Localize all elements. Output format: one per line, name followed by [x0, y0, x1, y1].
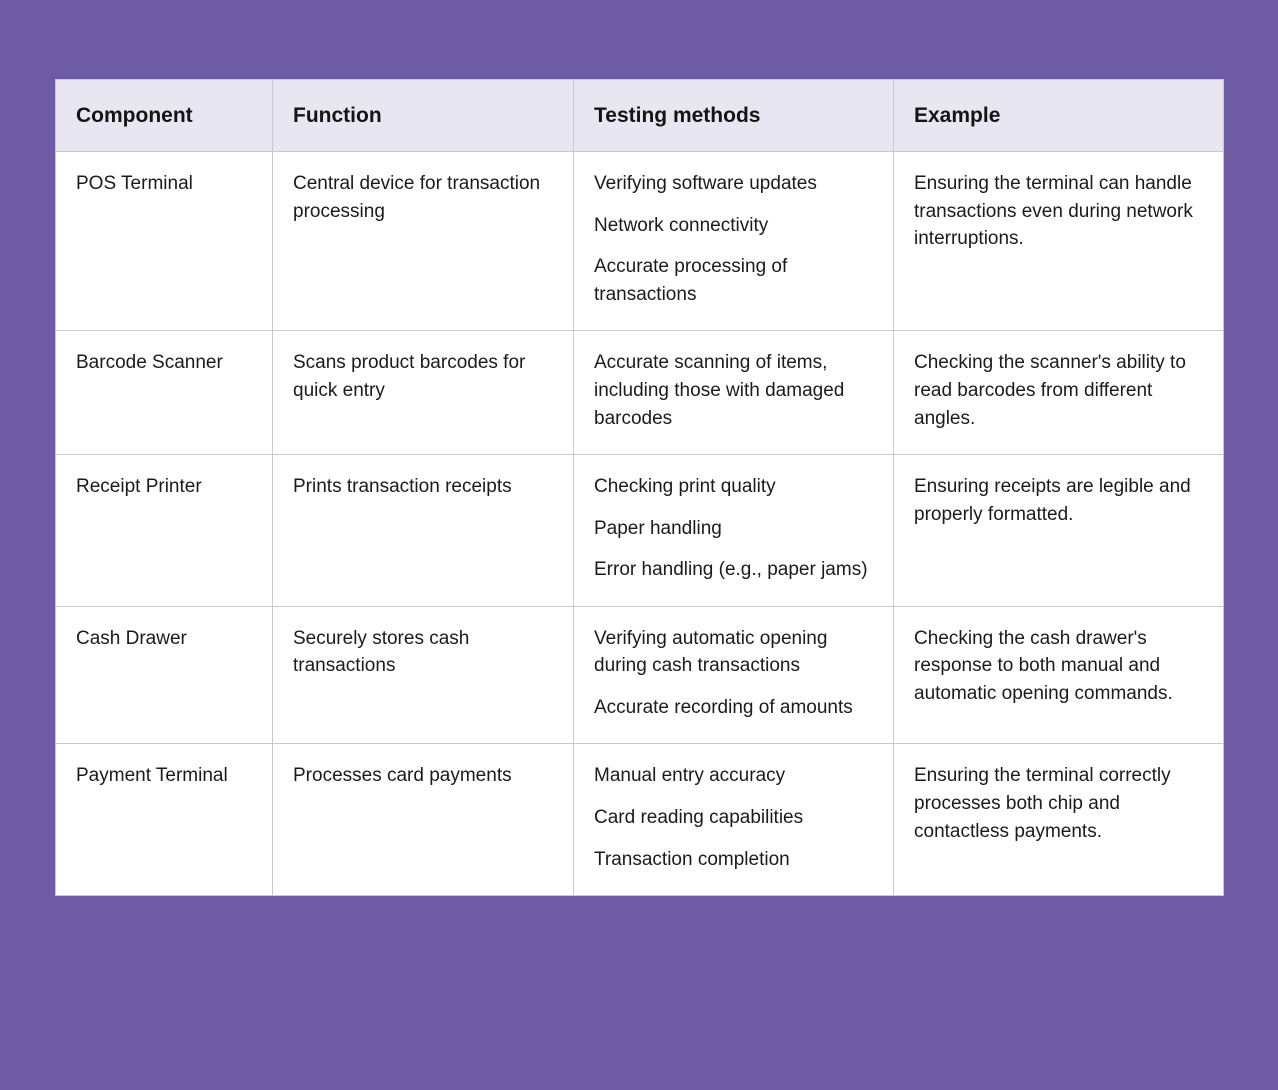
cell-text: Checking print quality — [594, 476, 776, 498]
column-header-testing-methods: Testing methods — [574, 80, 894, 152]
cell-function — [273, 331, 574, 455]
cell-example — [894, 744, 1224, 896]
cell-text: Cash Drawer — [76, 627, 187, 649]
table-body — [56, 152, 1224, 896]
cell-text: Accurate scanning of items, including those with damaged barcodes — [594, 352, 845, 429]
cell-text: Paper handling — [594, 517, 722, 539]
table-header-row — [56, 80, 1224, 152]
table-container — [55, 79, 1223, 896]
cell-testing-methods — [574, 331, 894, 455]
column-header-function: Function — [273, 80, 574, 152]
cell-testing-methods — [574, 606, 894, 744]
cell-text: Verifying automatic opening during cash transactions — [594, 627, 828, 677]
cell-text: Payment Terminal — [76, 765, 228, 787]
cell-text: Accurate recording of amounts — [594, 696, 853, 718]
column-header-component: Component — [56, 80, 273, 152]
cell-component — [56, 606, 273, 744]
cell-text: Ensuring the terminal can handle transactions even during network interruptions. — [914, 173, 1193, 250]
cell-text: Ensuring the terminal correctly processes both chip and contactless payments. — [914, 765, 1171, 842]
cell-text: Transaction completion — [594, 848, 790, 870]
cell-component — [56, 744, 273, 896]
cell-text: Barcode Scanner — [76, 352, 223, 374]
cell-text: Scans product barcodes for quick entry — [293, 352, 526, 402]
cell-component — [56, 152, 273, 331]
cell-function — [273, 744, 574, 896]
cell-text: Prints transaction receipts — [293, 476, 512, 498]
cell-text: Processes card payments — [293, 765, 512, 787]
cell-text: Accurate processing of transactions — [594, 256, 788, 305]
cell-text: Card reading capabilities — [594, 806, 804, 828]
cell-function — [273, 606, 574, 744]
cell-text: Receipt Printer — [76, 476, 202, 498]
cell-function — [273, 152, 574, 331]
cell-function — [273, 455, 574, 607]
cell-text: Central device for transaction processing — [293, 173, 541, 222]
pos-components-table — [55, 79, 1224, 896]
cell-example — [894, 455, 1224, 607]
cell-testing-methods — [574, 152, 894, 331]
cell-text: Checking the scanner's ability to read barcodes from different angles. — [914, 352, 1186, 429]
cell-example — [894, 152, 1224, 331]
table-row — [56, 744, 1224, 896]
cell-component — [56, 331, 273, 455]
table-row — [56, 606, 1224, 744]
table-header — [56, 80, 1224, 152]
cell-example — [894, 331, 1224, 455]
cell-text: Network connectivity — [594, 214, 769, 236]
cell-text: Error handling (e.g., paper jams) — [594, 559, 868, 581]
table-row — [56, 455, 1224, 607]
cell-text: Verifying software updates — [594, 173, 817, 195]
cell-testing-methods — [574, 744, 894, 896]
table-row — [56, 152, 1224, 331]
cell-text: Securely stores cash transactions — [293, 627, 470, 677]
cell-text: Checking the cash drawer's response to both manual and automatic opening commands. — [914, 627, 1173, 704]
table-row — [56, 331, 1224, 455]
cell-text: Manual entry accuracy — [594, 765, 786, 787]
cell-example — [894, 606, 1224, 744]
cell-text: POS Terminal — [76, 173, 193, 195]
cell-text: Ensuring receipts are legible and properly formatted. — [914, 476, 1191, 525]
column-header-example: Example — [894, 80, 1224, 152]
cell-testing-methods — [574, 455, 894, 607]
cell-component — [56, 455, 273, 607]
